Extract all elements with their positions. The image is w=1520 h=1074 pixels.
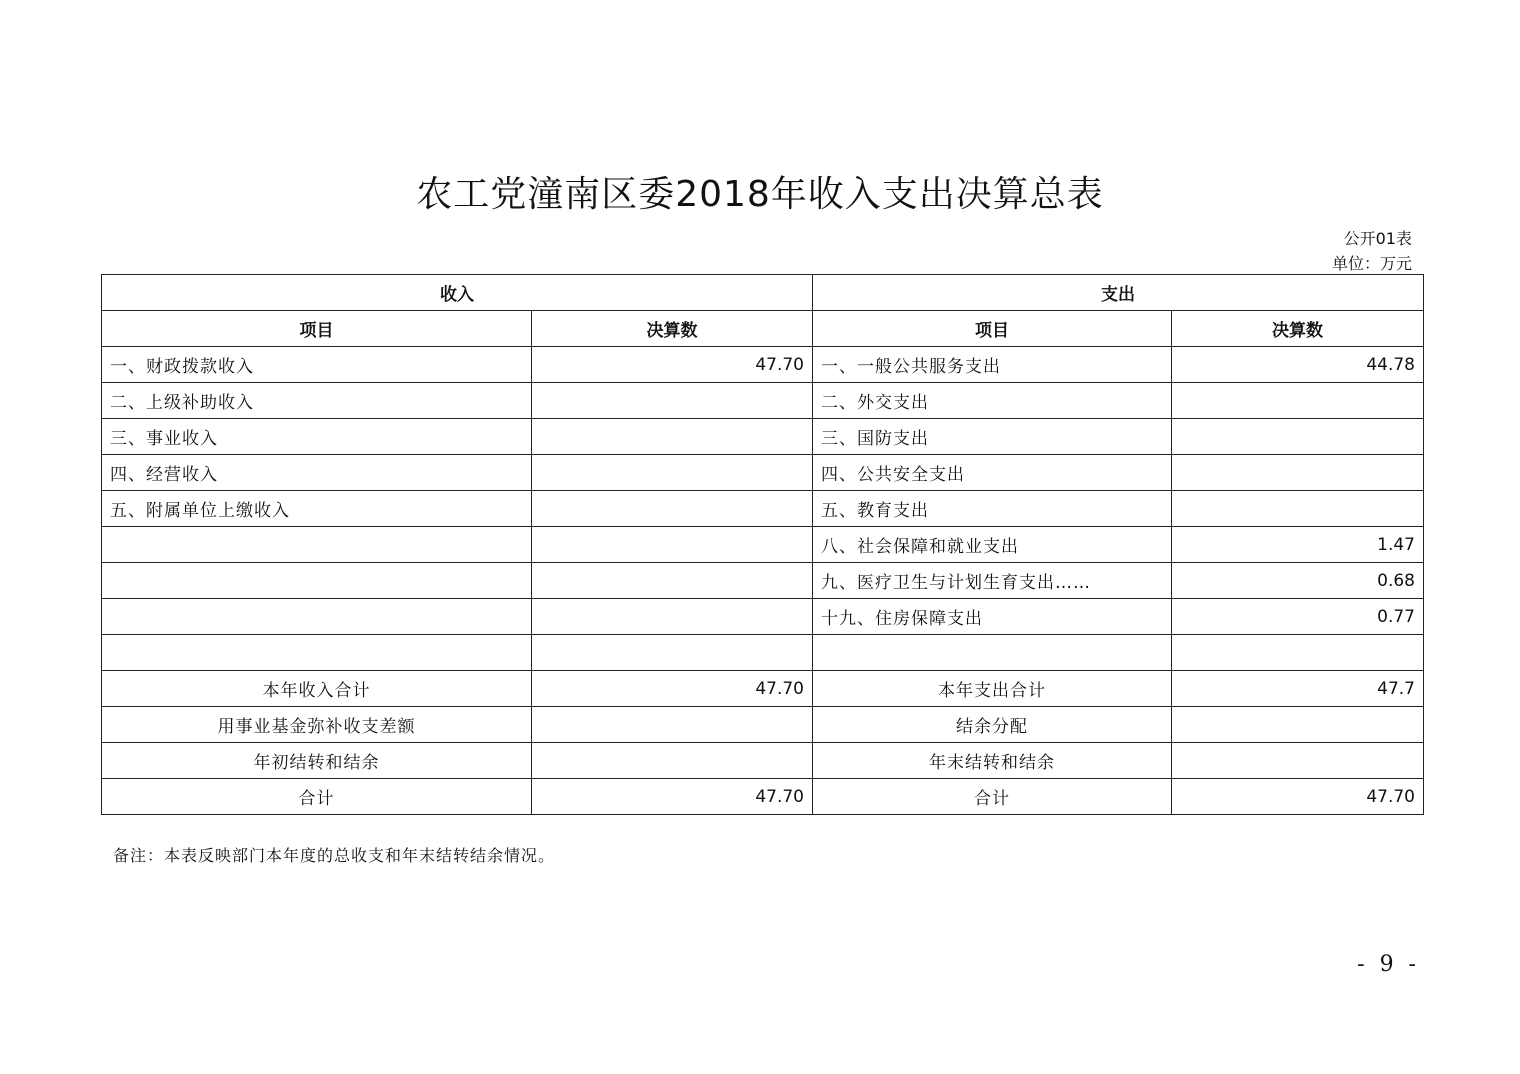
income-item-cell: 一、财政拨款收入	[102, 347, 532, 383]
expense-amount-header: 决算数	[1172, 311, 1424, 347]
income-item-cell: 三、事业收入	[102, 419, 532, 455]
income-item-cell	[102, 527, 532, 563]
table-row	[102, 599, 1424, 635]
expense-item-cell: 二、外交支出	[813, 383, 1172, 419]
table-row	[102, 635, 1424, 671]
income-item-cell: 五、附属单位上缴收入	[102, 491, 532, 527]
form-code: 公开01表	[1343, 229, 1412, 248]
expense-amount-cell: 44.78	[1172, 347, 1424, 383]
summary-row	[102, 671, 1424, 707]
summary-row	[102, 707, 1424, 743]
expense-item-cell: 四、公共安全支出	[813, 455, 1172, 491]
expense-item-cell: 十九、住房保障支出	[813, 599, 1172, 635]
summary-row	[102, 779, 1424, 815]
expense-item-cell: 年末结转和结余	[813, 743, 1172, 779]
income-amount-header: 决算数	[532, 311, 813, 347]
expense-amount-cell	[1172, 707, 1424, 743]
expense-amount-cell: 47.70	[1172, 779, 1424, 815]
table-row	[102, 419, 1424, 455]
table-row	[102, 347, 1424, 383]
expense-amount-cell: 1.47	[1172, 527, 1424, 563]
budget-table	[101, 274, 1424, 815]
page-number: - 9 -	[1357, 952, 1420, 977]
income-amount-cell	[532, 563, 813, 599]
expense-amount-cell	[1172, 419, 1424, 455]
income-amount-cell	[532, 491, 813, 527]
income-amount-cell: 47.70	[532, 779, 813, 815]
income-amount-cell	[532, 383, 813, 419]
income-item-cell: 本年收入合计	[102, 671, 532, 707]
expense-item-header: 项目	[813, 311, 1172, 347]
expense-amount-cell: 47.7	[1172, 671, 1424, 707]
income-item-cell: 年初结转和结余	[102, 743, 532, 779]
income-amount-cell	[532, 455, 813, 491]
expense-amount-cell	[1172, 383, 1424, 419]
income-amount-cell	[532, 527, 813, 563]
expense-amount-cell	[1172, 455, 1424, 491]
table-row	[102, 491, 1424, 527]
expense-amount-cell	[1172, 635, 1424, 671]
income-item-header: 项目	[102, 311, 532, 347]
income-item-cell	[102, 599, 532, 635]
section-header-row	[102, 275, 1424, 311]
income-item-cell	[102, 635, 532, 671]
page-title: 农工党潼南区委2018年收入支出决算总表	[416, 174, 1104, 215]
table-note: 备注：本表反映部门本年度的总收支和年末结转结余情况。	[113, 846, 556, 865]
table-body	[102, 275, 1424, 815]
unit-label: 单位：万元	[1331, 254, 1412, 273]
income-item-cell: 用事业基金弥补收支差额	[102, 707, 532, 743]
table-row	[102, 563, 1424, 599]
expense-amount-cell: 0.68	[1172, 563, 1424, 599]
income-item-cell	[102, 563, 532, 599]
expense-header: 支出	[813, 275, 1424, 311]
expense-amount-cell	[1172, 491, 1424, 527]
expense-amount-cell	[1172, 743, 1424, 779]
income-amount-cell	[532, 707, 813, 743]
expense-item-cell: 九、医疗卫生与计划生育支出……	[813, 563, 1172, 599]
expense-item-cell: 八、社会保障和就业支出	[813, 527, 1172, 563]
expense-item-cell: 三、国防支出	[813, 419, 1172, 455]
income-item-cell: 二、上级补助收入	[102, 383, 532, 419]
expense-item-cell: 五、教育支出	[813, 491, 1172, 527]
expense-item-cell	[813, 635, 1172, 671]
income-amount-cell	[532, 743, 813, 779]
table-row	[102, 527, 1424, 563]
income-amount-cell	[532, 635, 813, 671]
expense-amount-cell: 0.77	[1172, 599, 1424, 635]
expense-item-cell: 合计	[813, 779, 1172, 815]
expense-item-cell: 结余分配	[813, 707, 1172, 743]
expense-item-cell: 本年支出合计	[813, 671, 1172, 707]
income-item-cell: 合计	[102, 779, 532, 815]
income-header: 收入	[102, 275, 813, 311]
income-amount-cell: 47.70	[532, 671, 813, 707]
income-item-cell: 四、经营收入	[102, 455, 532, 491]
income-amount-cell	[532, 599, 813, 635]
table-row	[102, 455, 1424, 491]
income-amount-cell: 47.70	[532, 347, 813, 383]
table-row	[102, 383, 1424, 419]
column-header-row	[102, 311, 1424, 347]
summary-row	[102, 743, 1424, 779]
expense-item-cell: 一、一般公共服务支出	[813, 347, 1172, 383]
income-amount-cell	[532, 419, 813, 455]
